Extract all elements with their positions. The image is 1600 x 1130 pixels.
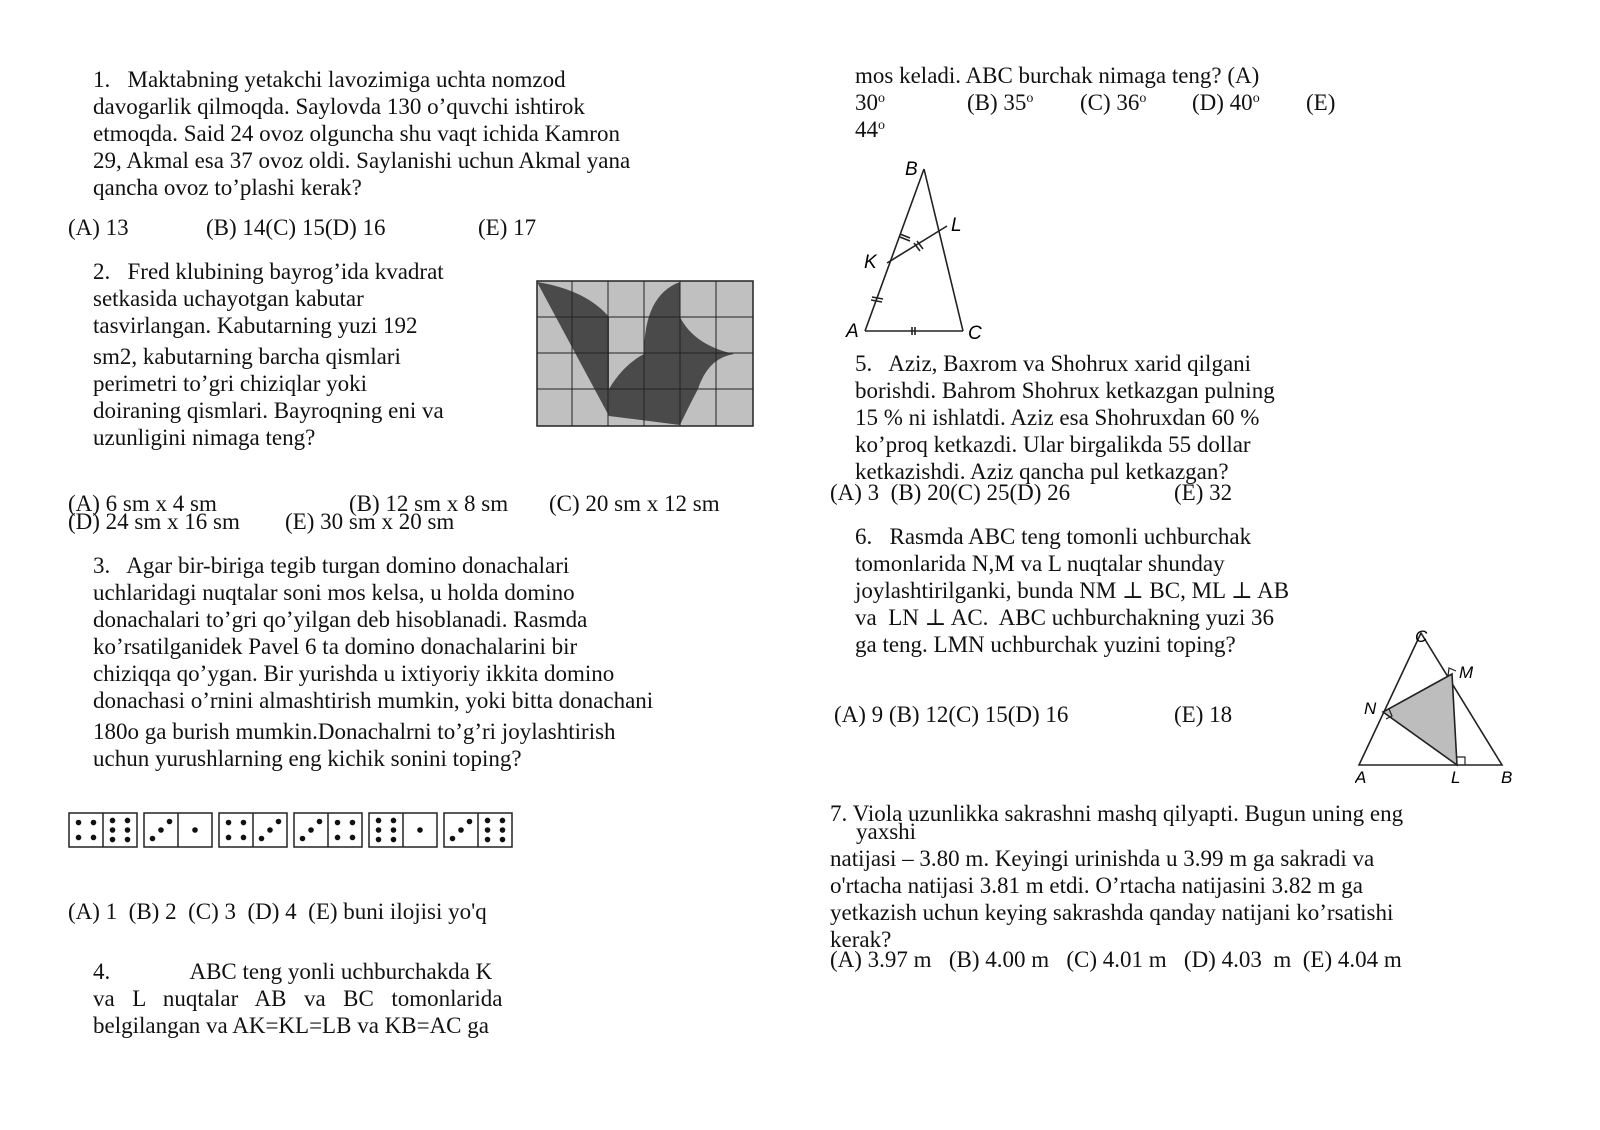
q2-line: uzunligini nimaga teng? bbox=[93, 425, 316, 450]
q2-line: 2. Fred klubining bayrog’ida kvadrat bbox=[93, 259, 444, 284]
q4-line: belgilangan va AK=KL=LB va KB=AC ga bbox=[93, 1013, 489, 1038]
q3-line: chiziqqa qo’ygan. Bir yurishda u ixtiyoriy ikkita domino bbox=[93, 661, 615, 686]
vertex-label: A bbox=[846, 321, 859, 342]
domino-pip bbox=[158, 827, 164, 833]
q1-line: qancha ovoz to’plashi kerak? bbox=[93, 175, 362, 200]
q3-line: donachasi o’rnini almashtirish mumkin, yoki bitta donachani bbox=[93, 688, 654, 713]
domino-pip bbox=[226, 835, 232, 841]
domino-pip bbox=[226, 820, 232, 826]
domino-pip bbox=[500, 818, 506, 824]
vertex-label: C bbox=[968, 323, 982, 344]
domino-pip bbox=[376, 827, 382, 833]
q1-option: (E) 17 bbox=[478, 215, 537, 240]
domino-pip bbox=[450, 836, 456, 842]
q3-options: (A) 1 (B) 2 (C) 3 (D) 4 (E) buni ilojisi yo'q bbox=[68, 899, 487, 924]
domino-pip bbox=[267, 827, 273, 833]
domino-pip bbox=[125, 837, 131, 843]
vertex-label: C bbox=[1415, 628, 1428, 646]
domino-pip bbox=[485, 818, 491, 824]
q2-option: (C) 20 sm x 12 sm bbox=[549, 491, 720, 516]
shaded-triangle-lmn bbox=[1383, 674, 1457, 765]
q7-options: (A) 3.97 m (B) 4.00 m (C) 4.01 m (D) 4.03 m (E) 4.04 m bbox=[830, 947, 1402, 972]
q1-line: 1. Maktabning yetakchi lavozimiga uchta nomzod bbox=[93, 67, 566, 92]
vertex-label: B bbox=[1501, 768, 1513, 787]
domino-pip bbox=[350, 835, 356, 841]
domino-pip bbox=[76, 820, 82, 826]
domino-pip bbox=[110, 827, 116, 833]
domino-pip bbox=[125, 818, 131, 824]
q1-option: (A) 13 bbox=[68, 215, 129, 240]
q4-option: 30$^o$ bbox=[855, 90, 885, 115]
q7-line: 7. Viola uzunlikka sakrashni mashq qilyapti. Bugun uning eng bbox=[830, 801, 1404, 826]
q2-option: (A) 6 sm x 4 sm bbox=[68, 491, 217, 516]
q4-option: (B) 35$^o$ bbox=[967, 90, 1034, 115]
q6-line: 6. Rasmda ABC teng tomonli uchburchak bbox=[855, 524, 1252, 549]
domino-pip bbox=[76, 835, 82, 841]
domino-pip bbox=[192, 827, 198, 833]
domino-pip bbox=[485, 827, 491, 833]
domino-pip bbox=[308, 827, 314, 833]
q7-line: yaxshi bbox=[856, 819, 917, 844]
q2-line: perimetri to’gri chiziqlar yoki bbox=[93, 371, 367, 396]
q5-line: 5. Aziz, Baxrom va Shohrux xarid qilgani bbox=[855, 351, 1252, 376]
triangle-lmn-figure bbox=[1355, 628, 1520, 788]
domino-pip bbox=[91, 820, 97, 826]
domino-pip bbox=[317, 819, 323, 825]
q6-option: (E) 18 bbox=[1174, 702, 1233, 727]
q7-line: o'rtacha natijasi 3.81 m etdi. O’rtacha natijasini 3.82 m ga bbox=[830, 873, 1363, 898]
q5-line: ketkazishdi. Aziz qancha pul ketkazgan? bbox=[855, 459, 1229, 484]
q5-option: (A) 3 (B) 20(C) 25(D) 26 bbox=[830, 480, 1071, 505]
domino-row-figure bbox=[68, 812, 520, 848]
domino-pip bbox=[110, 837, 116, 843]
q1-line: etmoqda. Said 24 ovoz olguncha shu vaqt ichida Kamron bbox=[93, 121, 620, 146]
q2-line: tasvirlangan. Kabutarning yuzi 192 bbox=[93, 313, 418, 338]
q5-line: 15 % ni ishlatdi. Aziz esa Shohruxdan 60 % bbox=[855, 405, 1260, 430]
domino-pip bbox=[485, 837, 491, 843]
q4-line: 4. ABC teng yonli uchburchakda K bbox=[93, 959, 493, 984]
pigeon-grid-figure bbox=[536, 280, 754, 427]
domino-pip bbox=[91, 835, 97, 841]
vertex-label: L bbox=[951, 215, 962, 236]
domino-pip bbox=[376, 818, 382, 824]
vertex-label: M bbox=[1459, 663, 1474, 682]
domino-pip bbox=[150, 836, 156, 842]
q1-option: (B) 14(C) 15(D) 16 bbox=[206, 215, 386, 240]
domino-pip bbox=[335, 835, 341, 841]
q4-option: (D) 40$^o$ bbox=[1192, 90, 1260, 115]
vertex-label: B bbox=[905, 159, 918, 180]
domino-pip bbox=[391, 818, 397, 824]
q7-line: natijasi – 3.80 m. Keyingi urinishda u 3.99 m ga sakradi va bbox=[830, 846, 1375, 871]
q2-option: (B) 12 sm x 8 sm bbox=[349, 491, 509, 516]
q2-line: setkasida uchayotgan kabutar bbox=[93, 286, 364, 311]
q6-option: (A) 9 (B) 12(C) 15(D) 16 bbox=[834, 702, 1069, 727]
q3-line: 180o ga burish mumkin.Donachalrni to’g’ri joylashtirish bbox=[93, 719, 616, 744]
q3-line: uchun yurushlarning eng kichik sonini toping? bbox=[93, 746, 522, 771]
q5-line: ko’proq ketkazdi. Ular birgalikda 55 dollar bbox=[855, 432, 1251, 457]
domino-pip bbox=[376, 837, 382, 843]
domino-pip bbox=[241, 835, 247, 841]
q1-line: davogarlik qilmoqda. Saylovda 130 o’quvchi ishtirok bbox=[93, 94, 585, 119]
domino-pip bbox=[125, 827, 131, 833]
q4-option: 44$^o$ bbox=[855, 117, 885, 142]
q5-option: (E) 32 bbox=[1174, 480, 1233, 505]
domino-pip bbox=[350, 820, 356, 826]
q6-line: ga teng. LMN uchburchak yuzini toping? bbox=[855, 632, 1236, 657]
q4-continuation: mos keladi. ABC burchak nimaga teng? (A) bbox=[855, 63, 1260, 88]
domino-pip bbox=[467, 819, 473, 825]
domino-pip bbox=[458, 827, 464, 833]
q3-line: ko’rsatilganidek Pavel 6 ta domino donachalarini bir bbox=[93, 634, 578, 659]
q4-option: (C) 36$^o$ bbox=[1080, 90, 1147, 115]
domino-pip bbox=[300, 836, 306, 842]
q2-line: sm2, kabutarning barcha qismlari bbox=[93, 344, 401, 369]
q7-line: yetkazish uchun keying sakrashda qanday natijani ko’rsatishi bbox=[830, 900, 1394, 925]
q7-line: kerak? bbox=[830, 927, 892, 952]
domino-pip bbox=[276, 819, 282, 825]
domino-pip bbox=[500, 827, 506, 833]
domino-pip bbox=[391, 837, 397, 843]
domino-pip bbox=[500, 837, 506, 843]
domino-pip bbox=[110, 818, 116, 824]
vertex-label: A bbox=[1355, 768, 1367, 787]
domino-pip bbox=[167, 819, 173, 825]
q2-option: (E) 30 sm x 20 sm bbox=[285, 509, 455, 534]
vertex-label: N bbox=[1364, 699, 1377, 718]
q3-line: uchlaridagi nuqtalar soni mos kelsa, u holda domino bbox=[93, 580, 575, 605]
q4-line: va L nuqtalar AB va BC tomonlarida bbox=[93, 986, 503, 1011]
q6-line: joylashtirilganki, bunda NM ⊥ BC, ML ⊥ AB bbox=[855, 578, 1290, 603]
q5-line: borishdi. Bahrom Shohrux ketkazgan pulning bbox=[855, 378, 1275, 403]
triangle-abc-figure bbox=[840, 155, 1010, 345]
domino-pip bbox=[335, 820, 341, 826]
domino-pip bbox=[241, 820, 247, 826]
q1-line: 29, Akmal esa 37 ovoz oldi. Saylanishi uchun Akmal yana bbox=[93, 148, 631, 173]
vertex-label: K bbox=[864, 252, 877, 273]
q6-line: tomonlarida N,M va L nuqtalar shunday bbox=[855, 551, 1225, 576]
domino-pip bbox=[417, 827, 423, 833]
q6-line: va LN ⊥ AC. ABC uchburchakning yuzi 36 bbox=[855, 605, 1274, 630]
q4-option: (E) bbox=[1306, 90, 1336, 115]
q3-line: donachalari to’gri qo’yilgan deb hisoblanadi. Rasmda bbox=[93, 607, 588, 632]
vertex-label: L bbox=[1451, 768, 1461, 787]
domino-pip bbox=[391, 827, 397, 833]
q2-line: doiraning qismlari. Bayroqning eni va bbox=[93, 398, 444, 423]
domino-pip bbox=[259, 836, 265, 842]
q2-option: (D) 24 sm x 16 sm bbox=[68, 509, 240, 534]
q3-line: 3. Agar bir-biriga tegib turgan domino donachalari bbox=[93, 553, 570, 578]
